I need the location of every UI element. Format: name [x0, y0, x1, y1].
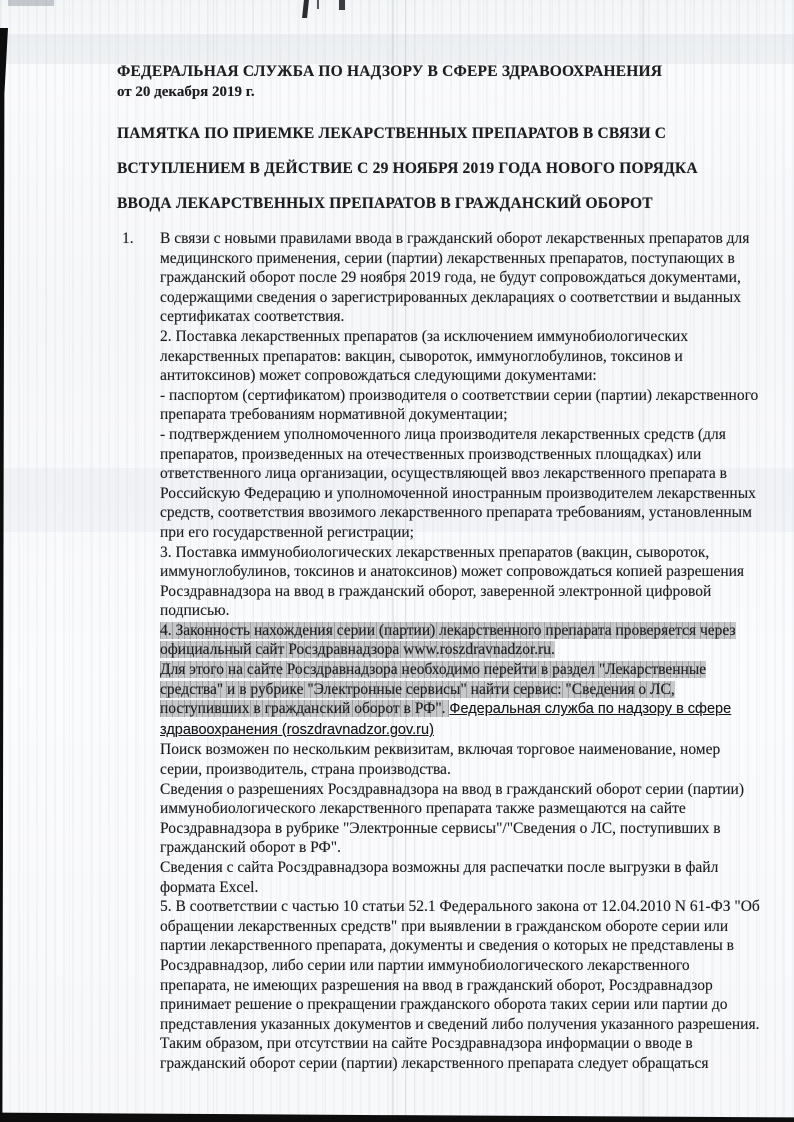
document-org-name: ФЕДЕРАЛЬНАЯ СЛУЖБА ПО НАДЗОРУ В СФЕРЕ ЗДРАВООХРАНЕНИЯ	[117, 63, 663, 80]
highlighted-text: 4. Законность нахождения серии (партии) лекарственного препарата проверяется через официальный сайт Росздравнадзора www.roszdravnadzor.ru.	[160, 621, 736, 659]
paragraph-1: В связи с новыми правилами ввода в гражданский оборот лекарственных препаратов для медицинского применения, серии (партии) лекарственных препаратов, поступающих в гражданский оборот после 29 ноября 2019 года, не будут сопровождаться документами, содержащими сведения о зарегистрированных декларациях о соответствии и выданных сертификатах соответствия.	[160, 230, 750, 326]
paragraph-3: 3. Поставка иммунобиологических лекарственных препаратов (вакцин, сывороток, иммуноглобулинов, токсинов и анатоксинов) может сопровождаться копией разрешения Росздравнадзора на ввод в гражданский оборот, заверенной электронной цифровой подписью.	[160, 543, 745, 620]
paragraph-conclusion: Таким образом, при отсутствии на сайте Росздравнадзора информации о вводе в гражданский оборот серии (партии) лекарственного препарата следует обращаться	[160, 1035, 709, 1072]
highlighted-text: Для этого на сайте Росздравнадзора необходимо перейти в раздел "Лекарственные средства" и в рубрике "Электронные сервисы" найти сервис: "Сведения о ЛС, поступивших в гражданский оборот в РФ".	[160, 661, 707, 718]
roszdravnadzor-hyperlink[interactable]: Федеральная служба по надзору в сфере здравоохранения (roszdravnadzor.gov.ru)	[160, 701, 732, 738]
document-date: от 20 декабря 2019 г.	[117, 84, 255, 100]
paragraph-search: Поиск возможен по нескольким реквизитам, включая торговое наименование, номер серии, производитель, страна производства.	[160, 741, 721, 779]
paragraph-immuno-info: Сведения о разрешениях Росздравнадзора на ввод в гражданский оборот серии (партии) иммунобиологического лекарственного препарата также размещаются на сайте Росздравнадзора в рубрике "Электронные сервисы"/"Сведения о ЛС, поступивших в гражданский оборот в РФ".	[160, 780, 744, 857]
paragraph-4-part-1	[160, 621, 761, 660]
paragraph-2: 2. Поставка лекарственных препаратов (за исключением иммунобиологических лекарственных препаратов: вакцин, сывороток, иммуноглобулинов, токсинов и антитоксинов) может сопровождаться следующими документами:	[160, 327, 689, 385]
document-title-line-1: ПАМЯТКА ПО ПРИЕМКЕ ЛЕКАРСТВЕННЫХ ПРЕПАРАТОВ В СВЯЗИ С	[117, 125, 667, 142]
list-item-number: 1.	[122, 230, 134, 247]
scan-bottom-edge-artifact	[0, 1111, 794, 1122]
document-body	[122, 229, 761, 1074]
document-title-line-2: ВСТУПЛЕНИЕМ В ДЕЙСТВИЕ С 29 НОЯБРЯ 2019 ГОДА НОВОГО ПОРЯДКА	[117, 160, 698, 177]
paragraph-4-part-2	[160, 660, 761, 740]
document-title-line-3: ВВОДА ЛЕКАРСТВЕННЫХ ПРЕПАРАТОВ В ГРАЖДАНСКИЙ ОБОРОТ	[117, 195, 653, 212]
paragraph-excel: Сведения с сайта Росздравнадзора возможны для распечатки после выгрузки в файл формата Excel.	[160, 859, 719, 896]
paragraph-5: 5. В соответствии с частью 10 статьи 52.1 Федерального закона от 12.04.2010 N 61-ФЗ "Об обращении лекарственных средств" при выявлении в гражданском обороте серии или партии лекарственного препарата, документы и сведения о которых не представлены в Росздравнадзор, либо серии или партии иммунобиологического лекарственного препарата, не имеющих разрешения на ввод в гражданский оборот, Росздравнадзор принимает решение о прекращении гражданского оборота таких серии или партии до представления указанных документов и сведений либо получения указанного разрешения.	[160, 898, 760, 1033]
paragraph-2-dash-1: - паспортом (сертификатом) производителя о соответствии серии (партии) лекарственного препарата требованиям нормативной документации;	[160, 386, 759, 424]
paragraph-2-dash-2: - подтверждением уполномоченного лица производителя лекарственных средств (для препаратов, произведенных на отечественных производственных площадках) или ответственного лица организации, осуществляющей ввоз лекарственного препарата в Российскую Федерацию и уполномоченной иностранным производителем лекарственных средств, соответствия ввозимого лекарственного препарата требованиям, установленным при его государственной регистрации;	[160, 425, 756, 541]
